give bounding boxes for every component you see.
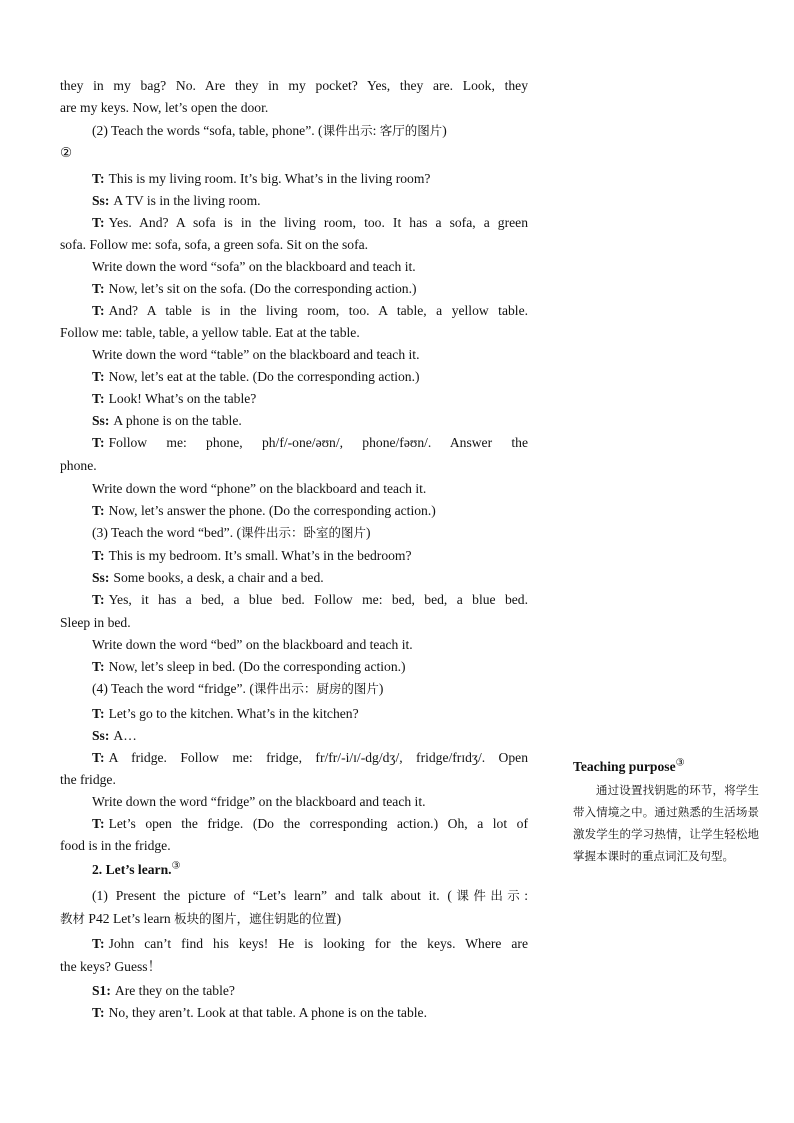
dialogue-text: Follow me: phone, ph/f/-one/əʊn/, phone/fəʊn/. Answer the bbox=[108, 435, 528, 450]
speaker-label: T: bbox=[92, 281, 105, 296]
dialogue-text: And? A table is in the living room, too. A table, a yellow table. bbox=[108, 303, 528, 318]
dialogue-text: Now, let’s sleep in bed. (Do the corresponding action.) bbox=[108, 659, 406, 674]
speaker-label: T: bbox=[92, 750, 105, 765]
instruction-line: Write down the word “sofa” on the blackboard and teach it. bbox=[92, 259, 416, 274]
dialogue-text: Now, let’s eat at the table. (Do the corresponding action.) bbox=[108, 369, 420, 384]
dialogue-text: No, they aren’t. Look at that table. A phone is on the table. bbox=[108, 1005, 427, 1020]
dialogue-text: A… bbox=[113, 728, 137, 743]
instruction-line: Write down the word “table” on the blackboard and teach it. bbox=[92, 347, 420, 362]
dialogue-line bbox=[92, 981, 528, 1001]
dialogue-text: Let’s go to the kitchen. What’s in the kitchen? bbox=[108, 706, 359, 721]
speaker-label: T: bbox=[92, 936, 105, 951]
dialogue-line bbox=[92, 814, 528, 834]
dialogue-text: This is my bedroom. It’s small. What’s in the bedroom? bbox=[108, 548, 412, 563]
instruction-line: Write down the word “phone” on the blackboard and teach it. bbox=[92, 481, 427, 496]
dialogue-line bbox=[92, 301, 528, 321]
speaker-label: T: bbox=[92, 1005, 105, 1020]
speaker-label: T: bbox=[92, 816, 105, 831]
dialogue-line bbox=[92, 748, 528, 768]
instruction-line: Write down the word “bed” on the blackboard and teach it. bbox=[92, 637, 413, 652]
dialogue-line bbox=[92, 590, 528, 610]
text-line: the keys? Guess！ bbox=[60, 959, 162, 974]
dialogue-text: A TV is in the living room. bbox=[113, 193, 261, 208]
speaker-label: Ss: bbox=[92, 570, 110, 585]
footnote-mark: ③ bbox=[675, 757, 685, 769]
dialogue-text: John can’t find his keys! He is looking for the keys. Where are bbox=[108, 936, 528, 951]
speaker-label: Ss: bbox=[92, 728, 110, 743]
step-heading: (2) Teach the words “sofa, table, phone”. (课件出示: 客厅的图片) bbox=[92, 123, 447, 138]
dialogue-text: Are they on the table? bbox=[114, 983, 235, 998]
instruction-line: Write down the word “fridge” on the blackboard and teach it. bbox=[92, 794, 426, 809]
step-heading: (4) Teach the word “fridge”. (课件出示：厨房的图片) bbox=[92, 681, 384, 696]
text-line: they in my bag? No. Are they in my pocket? Yes, they are. Look, they bbox=[60, 78, 528, 93]
text-line: sofa. Follow me: sofa, sofa, a green sofa. Sit on the sofa. bbox=[60, 237, 369, 252]
speaker-label: S1: bbox=[92, 983, 111, 998]
speaker-label: T: bbox=[92, 369, 105, 384]
dialogue-line bbox=[92, 704, 528, 724]
dialogue-text: This is my living room. It’s big. What’s in the living room? bbox=[108, 171, 431, 186]
text-line: 教材 P42 Let’s learn 板块的图片，遮住钥匙的位置) bbox=[60, 911, 342, 926]
dialogue-text: Now, let’s sit on the sofa. (Do the corresponding action.) bbox=[108, 281, 417, 296]
text-line: are my keys. Now, let’s open the door. bbox=[60, 100, 269, 115]
speaker-label: Ss: bbox=[92, 193, 110, 208]
speaker-label: T: bbox=[92, 503, 105, 518]
speaker-label: T: bbox=[92, 659, 105, 674]
dialogue-line bbox=[92, 191, 528, 211]
speaker-label: T: bbox=[92, 435, 105, 450]
speaker-label: T: bbox=[92, 215, 105, 230]
dialogue-text: Let’s open the fridge. (Do the corresponding action.) Oh, a lot of bbox=[108, 816, 528, 831]
text-line: food is in the fridge. bbox=[60, 838, 171, 853]
dialogue-text: Yes. And? A sofa is in the living room, too. It has a sofa, a green bbox=[108, 215, 528, 230]
dialogue-text: Some books, a desk, a chair and a bed. bbox=[113, 570, 324, 585]
note-body: 通过设置找钥匙的环节，将学生带入情境之中。通过熟悉的生活场景激发学生的学习热情，让学生轻松地掌握本课时的重点词汇及句型。 bbox=[573, 783, 759, 863]
dialogue-line bbox=[92, 169, 528, 189]
text-line: phone. bbox=[60, 458, 97, 473]
text-line: Follow me: table, table, a yellow table. Eat at the table. bbox=[60, 325, 360, 340]
speaker-label: T: bbox=[92, 548, 105, 563]
speaker-label: Ss: bbox=[92, 413, 110, 428]
dialogue-line bbox=[92, 1003, 528, 1023]
text-line: Sleep in bed. bbox=[60, 615, 131, 630]
step-heading: (1) Present the picture of “Let’s learn” and talk about it. (课件出示: bbox=[92, 888, 528, 903]
text-line: the fridge. bbox=[60, 772, 116, 787]
dialogue-line bbox=[92, 433, 528, 453]
speaker-label: T: bbox=[92, 171, 105, 186]
dialogue-text: Look! What’s on the table? bbox=[108, 391, 257, 406]
speaker-label: T: bbox=[92, 303, 105, 318]
dialogue-line bbox=[92, 367, 528, 387]
speaker-label: T: bbox=[92, 706, 105, 721]
speaker-label: T: bbox=[92, 592, 105, 607]
dialogue-text: Now, let’s answer the phone. (Do the corresponding action.) bbox=[108, 503, 436, 518]
note-title: Teaching purpose③ bbox=[573, 757, 685, 774]
footnote-mark: ② bbox=[60, 145, 73, 160]
dialogue-line bbox=[92, 546, 528, 566]
section-heading: 2. Let’s learn.③ bbox=[92, 860, 181, 877]
dialogue-line bbox=[92, 279, 528, 299]
dialogue-text: Yes, it has a bed, a blue bed. Follow me: bed, bed, a blue bed. bbox=[108, 592, 528, 607]
dialogue-line bbox=[92, 934, 528, 954]
dialogue-line bbox=[92, 726, 528, 746]
dialogue-line bbox=[92, 213, 528, 233]
dialogue-text: A fridge. Follow me: fridge, fr/fr/-i/ɪ/-dg/dʒ/, fridge/frɪdʒ/. Open bbox=[108, 750, 528, 765]
dialogue-line bbox=[92, 501, 528, 521]
dialogue-line bbox=[92, 568, 528, 588]
footnote-mark: ③ bbox=[171, 860, 181, 872]
speaker-label: T: bbox=[92, 391, 105, 406]
dialogue-line bbox=[92, 389, 528, 409]
step-heading: (3) Teach the word “bed”. (课件出示：卧室的图片) bbox=[92, 525, 371, 540]
dialogue-line bbox=[92, 657, 528, 677]
dialogue-line bbox=[92, 411, 528, 431]
teaching-purpose-note bbox=[573, 757, 759, 867]
dialogue-text: A phone is on the table. bbox=[113, 413, 242, 428]
